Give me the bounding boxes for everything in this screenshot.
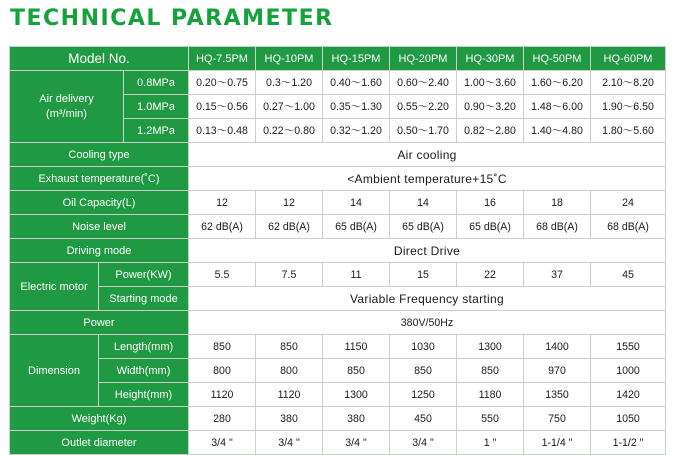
air-delivery-value: 0.27～1.00 bbox=[256, 95, 323, 119]
width-label: Width(mm) bbox=[99, 359, 189, 383]
motor-power-value: 11 bbox=[323, 263, 390, 287]
oil-capacity-label: Oil Capacity(L) bbox=[10, 191, 189, 215]
weight-value: 550 bbox=[457, 407, 524, 431]
header-row bbox=[10, 47, 666, 71]
width-value: 800 bbox=[256, 359, 323, 383]
weight-value: 380 bbox=[256, 407, 323, 431]
power-label: Power bbox=[10, 311, 189, 335]
outlet-diameter-row bbox=[10, 431, 666, 455]
air-delivery-value: 0.20～0.75 bbox=[189, 71, 256, 95]
length-value: 1150 bbox=[323, 335, 390, 359]
dimension-length-row bbox=[10, 335, 666, 359]
width-value: 850 bbox=[323, 359, 390, 383]
height-value: 1420 bbox=[591, 383, 666, 407]
driving-mode-value: Direct Drive bbox=[189, 239, 666, 263]
starting-mode-label: Starting mode bbox=[99, 287, 189, 311]
air-delivery-value: 1.80～5.60 bbox=[591, 119, 666, 143]
power-row bbox=[10, 311, 666, 335]
height-value: 1350 bbox=[524, 383, 591, 407]
length-value: 1300 bbox=[457, 335, 524, 359]
oil-capacity-value: 14 bbox=[323, 191, 390, 215]
width-value: 1000 bbox=[591, 359, 666, 383]
oil-capacity-value: 12 bbox=[256, 191, 323, 215]
height-value: 1120 bbox=[256, 383, 323, 407]
weight-label: Weight(Kg) bbox=[10, 407, 189, 431]
motor-power-value: 5.5 bbox=[189, 263, 256, 287]
oil-capacity-value: 16 bbox=[457, 191, 524, 215]
air-delivery-value: 0.82～2.80 bbox=[457, 119, 524, 143]
outlet-diameter-value: 1-1/2 " bbox=[591, 431, 666, 455]
air-delivery-value: 1.60～6.20 bbox=[524, 71, 591, 95]
weight-value: 450 bbox=[390, 407, 457, 431]
weight-row bbox=[10, 407, 666, 431]
noise-level-value: 65 dB(A) bbox=[457, 215, 524, 239]
air-delivery-value: 0.55～2.20 bbox=[390, 95, 457, 119]
air-delivery-label-line2: (m³/min) bbox=[46, 107, 87, 120]
length-value: 850 bbox=[189, 335, 256, 359]
motor-power-label: Power(KW) bbox=[99, 263, 189, 287]
length-value: 1030 bbox=[390, 335, 457, 359]
motor-power-value: 15 bbox=[390, 263, 457, 287]
pressure-label: 0.8MPa bbox=[124, 71, 189, 95]
electric-motor-label: Electric motor bbox=[10, 263, 99, 311]
cooling-type-label: Cooling type bbox=[10, 143, 189, 167]
air-delivery-value: 0.13～0.48 bbox=[189, 119, 256, 143]
air-delivery-value: 0.22～0.80 bbox=[256, 119, 323, 143]
noise-level-value: 65 dB(A) bbox=[390, 215, 457, 239]
pressure-label: 1.0MPa bbox=[124, 95, 189, 119]
noise-level-value: 68 dB(A) bbox=[591, 215, 666, 239]
air-delivery-label bbox=[10, 71, 124, 143]
height-value: 1120 bbox=[189, 383, 256, 407]
oil-capacity-row bbox=[10, 191, 666, 215]
weight-value: 280 bbox=[189, 407, 256, 431]
exhaust-temperature-value: <Ambient temperature+15˚C bbox=[189, 167, 666, 191]
width-value: 850 bbox=[390, 359, 457, 383]
noise-level-value: 62 dB(A) bbox=[189, 215, 256, 239]
air-delivery-value: 0.50～1.70 bbox=[390, 119, 457, 143]
weight-value: 380 bbox=[323, 407, 390, 431]
height-value: 1250 bbox=[390, 383, 457, 407]
outlet-diameter-label: Outlet diameter bbox=[10, 431, 189, 455]
air-delivery-value: 1.90～6.50 bbox=[591, 95, 666, 119]
height-value: 1180 bbox=[457, 383, 524, 407]
air-delivery-value: 0.40～1.60 bbox=[323, 71, 390, 95]
model-header: HQ-30PM bbox=[457, 47, 524, 71]
technical-parameter-table bbox=[9, 46, 666, 455]
power-value: 380V/50Hz bbox=[189, 311, 666, 335]
air-delivery-label-line1: Air delivery bbox=[39, 92, 94, 105]
length-value: 850 bbox=[256, 335, 323, 359]
dimension-height-row bbox=[10, 383, 666, 407]
oil-capacity-value: 14 bbox=[390, 191, 457, 215]
air-delivery-value: 0.35～1.30 bbox=[323, 95, 390, 119]
air-delivery-value: 2.10～8.20 bbox=[591, 71, 666, 95]
height-value: 1300 bbox=[323, 383, 390, 407]
outlet-diameter-value: 3/4 " bbox=[189, 431, 256, 455]
model-no-label: Model No. bbox=[10, 47, 189, 71]
length-value: 1400 bbox=[524, 335, 591, 359]
driving-mode-label: Driving mode bbox=[10, 239, 189, 263]
model-header: HQ-10PM bbox=[256, 47, 323, 71]
cooling-type-value: Air cooling bbox=[189, 143, 666, 167]
noise-level-value: 65 dB(A) bbox=[323, 215, 390, 239]
width-value: 850 bbox=[457, 359, 524, 383]
motor-power-value: 22 bbox=[457, 263, 524, 287]
electric-motor-power-row bbox=[10, 263, 666, 287]
dimension-width-row bbox=[10, 359, 666, 383]
model-header: HQ-20PM bbox=[390, 47, 457, 71]
width-value: 800 bbox=[189, 359, 256, 383]
exhaust-temperature-row bbox=[10, 167, 666, 191]
length-value: 1550 bbox=[591, 335, 666, 359]
air-delivery-value: 0.15～0.56 bbox=[189, 95, 256, 119]
driving-mode-row bbox=[10, 239, 666, 263]
oil-capacity-value: 12 bbox=[189, 191, 256, 215]
weight-value: 1050 bbox=[591, 407, 666, 431]
weight-value: 750 bbox=[524, 407, 591, 431]
air-delivery-value: 0.90～3.20 bbox=[457, 95, 524, 119]
air-delivery-value: 0.60～2.40 bbox=[390, 71, 457, 95]
model-header: HQ-60PM bbox=[591, 47, 666, 71]
outlet-diameter-value: 3/4 " bbox=[323, 431, 390, 455]
electric-motor-starting-row bbox=[10, 287, 666, 311]
noise-level-row bbox=[10, 215, 666, 239]
page-title: TECHNICAL PARAMETER bbox=[10, 6, 334, 31]
cooling-type-row bbox=[10, 143, 666, 167]
outlet-diameter-value: 3/4 " bbox=[390, 431, 457, 455]
length-label: Length(mm) bbox=[99, 335, 189, 359]
air-delivery-row bbox=[10, 71, 666, 95]
outlet-diameter-value: 1-1/4 " bbox=[524, 431, 591, 455]
motor-power-value: 7.5 bbox=[256, 263, 323, 287]
air-delivery-value: 0.3～1.20 bbox=[256, 71, 323, 95]
width-value: 970 bbox=[524, 359, 591, 383]
air-delivery-value: 1.48～6.00 bbox=[524, 95, 591, 119]
starting-mode-value: Variable Frequency starting bbox=[189, 287, 666, 311]
height-label: Height(mm) bbox=[99, 383, 189, 407]
exhaust-temperature-label: Exhaust temperature(˚C) bbox=[10, 167, 189, 191]
outlet-diameter-value: 3/4 " bbox=[256, 431, 323, 455]
model-header: HQ-50PM bbox=[524, 47, 591, 71]
noise-level-value: 62 dB(A) bbox=[256, 215, 323, 239]
air-delivery-value: 1.00～3.60 bbox=[457, 71, 524, 95]
motor-power-value: 45 bbox=[591, 263, 666, 287]
outlet-diameter-value: 1 " bbox=[457, 431, 524, 455]
oil-capacity-value: 18 bbox=[524, 191, 591, 215]
air-delivery-value: 1.40～4.80 bbox=[524, 119, 591, 143]
model-header: HQ-7.5PM bbox=[189, 47, 256, 71]
oil-capacity-value: 24 bbox=[591, 191, 666, 215]
model-header: HQ-15PM bbox=[323, 47, 390, 71]
dimension-label: Dimension bbox=[10, 335, 99, 407]
motor-power-value: 37 bbox=[524, 263, 591, 287]
air-delivery-value: 0.32～1.20 bbox=[323, 119, 390, 143]
pressure-label: 1.2MPa bbox=[124, 119, 189, 143]
noise-level-value: 68 dB(A) bbox=[524, 215, 591, 239]
noise-level-label: Noise level bbox=[10, 215, 189, 239]
